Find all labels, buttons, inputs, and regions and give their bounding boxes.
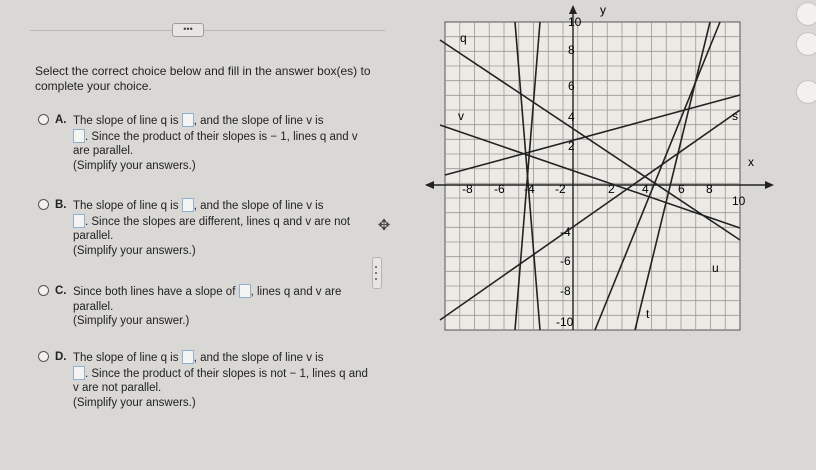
- y-tick-label: -10: [556, 315, 574, 329]
- more-options-button[interactable]: •••: [172, 23, 204, 37]
- y-tick-label: 4: [568, 110, 575, 124]
- choice-a[interactable]: [38, 113, 373, 173]
- answer-box-q-slope[interactable]: [182, 198, 194, 212]
- choice-c-radio[interactable]: [38, 285, 49, 296]
- y-tick-label: 6: [568, 79, 575, 93]
- move-handle-icon[interactable]: ✥: [377, 217, 391, 234]
- answer-box-common-slope[interactable]: [239, 284, 251, 298]
- x-axis-arrow: [765, 181, 774, 189]
- choice-note: (Simplify your answers.): [73, 159, 196, 172]
- x-axis-arrow-left: [425, 181, 434, 189]
- y-tick-label: -8: [560, 284, 571, 298]
- y-tick-label: 2: [568, 139, 575, 153]
- instructions-text: Select the correct choice below and fill in the answer box(es) to complete your choice.: [35, 64, 371, 93]
- x-tick-label: -6: [494, 182, 505, 196]
- answer-box-q-slope[interactable]: [182, 350, 194, 364]
- choice-text: . Since the product of their slopes is not − 1, lines q and v are not parallel.: [73, 367, 368, 395]
- line-label: q: [460, 31, 467, 45]
- line-label: v: [458, 109, 464, 123]
- choice-note: (Simplify your answers.): [73, 396, 196, 409]
- axis-x-label: x: [748, 155, 754, 169]
- answer-box-v-slope[interactable]: [73, 366, 85, 380]
- x-tick-label: -2: [555, 182, 566, 196]
- line-label: s: [732, 109, 738, 123]
- choice-text: . Since the slopes are different, lines q and v are not parallel.: [73, 215, 351, 243]
- x-tick-label: -8: [462, 182, 473, 196]
- side-button-top[interactable]: [796, 2, 816, 26]
- x-tick-label: 6: [678, 182, 685, 196]
- y-tick-label: 8: [568, 43, 575, 57]
- choice-text: , and the slope of line v is: [193, 115, 324, 127]
- choice-b-radio[interactable]: [38, 199, 49, 210]
- choice-letter: B.: [55, 199, 67, 211]
- y-tick-label: 10: [568, 15, 582, 29]
- choice-text: The slope of line q is: [73, 200, 179, 212]
- x-tick-label: 8: [706, 182, 713, 196]
- choice-d[interactable]: [38, 350, 373, 410]
- choice-a-radio[interactable]: [38, 114, 49, 125]
- x-tick-label: -4: [524, 182, 535, 196]
- answer-box-v-slope[interactable]: [73, 129, 85, 143]
- choice-letter: C.: [55, 285, 67, 297]
- choice-text: Since both lines have a slope of: [73, 286, 236, 298]
- axis-y-label: y: [600, 3, 606, 17]
- splitter-handle[interactable]: [372, 257, 382, 289]
- choice-text: The slope of line q is: [73, 352, 179, 364]
- y-tick-label: -4: [560, 225, 571, 239]
- choice-text: The slope of line q is: [73, 115, 179, 127]
- side-button-bottom[interactable]: [796, 80, 816, 104]
- y-tick-label: -6: [560, 254, 571, 268]
- answer-box-q-slope[interactable]: [182, 113, 194, 127]
- choice-text: , and the slope of line v is: [193, 352, 324, 364]
- choice-note: (Simplify your answer.): [73, 315, 190, 328]
- choice-text: , and the slope of line v is: [193, 200, 324, 212]
- choice-d-radio[interactable]: [38, 351, 49, 362]
- choice-note: (Simplify your answers.): [73, 244, 196, 257]
- header-divider: [30, 30, 385, 31]
- choice-b[interactable]: [38, 198, 373, 258]
- answer-box-v-slope[interactable]: [73, 214, 85, 228]
- choice-letter: A.: [55, 114, 67, 126]
- choice-letter: D.: [55, 351, 67, 363]
- choice-text: , lines q and v are parallel.: [73, 286, 342, 313]
- side-button-middle[interactable]: [796, 32, 816, 56]
- line-label: t: [646, 307, 650, 321]
- line-label: u: [712, 261, 719, 275]
- x-tick-label: 2: [608, 182, 615, 196]
- choice-text: . Since the product of their slopes is − 1, lines q and v are parallel.: [73, 130, 358, 158]
- coordinate-graph: [420, 0, 780, 340]
- x-tick-label: 10: [732, 194, 746, 208]
- x-tick-label: 4: [642, 182, 649, 196]
- choice-c[interactable]: [38, 284, 373, 329]
- y-axis-arrow: [569, 5, 577, 14]
